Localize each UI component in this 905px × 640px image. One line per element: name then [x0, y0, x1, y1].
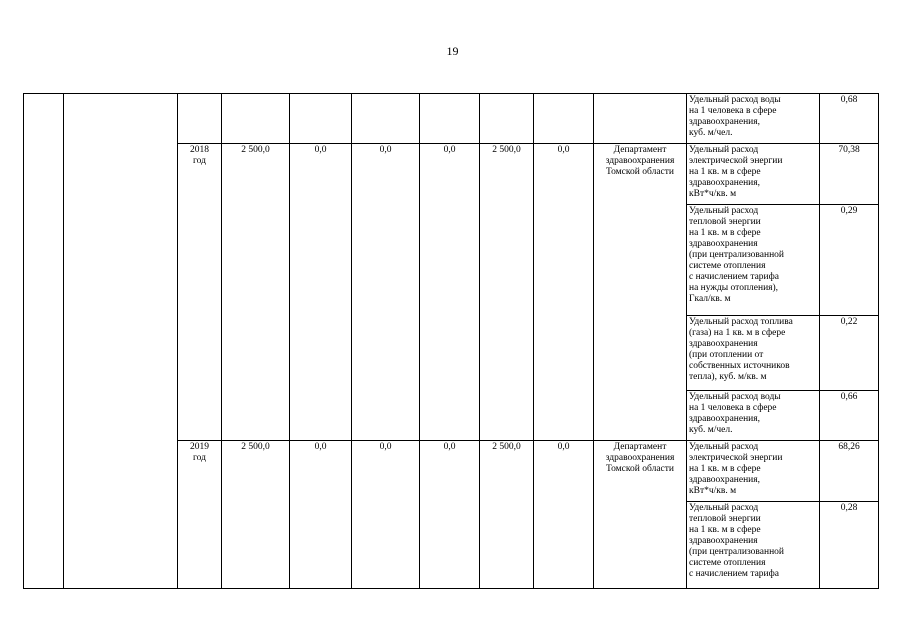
- year-cell: 2019 год: [178, 441, 222, 589]
- page-number: 19: [446, 44, 459, 58]
- number-cell: [24, 94, 64, 589]
- total-cell: 2 500,0: [222, 441, 290, 589]
- executor-cell: Департамент здравоохранения Томской области: [594, 144, 687, 441]
- indicator-value: 0,28: [820, 502, 879, 589]
- executor-cell: [594, 94, 687, 144]
- indicator-value: 0,22: [820, 316, 879, 391]
- year-cell: [178, 94, 222, 144]
- value-cell: 0,0: [420, 144, 480, 441]
- indicator-value: 0,68: [820, 94, 879, 144]
- indicator-cell: Удельный расход топлива (газа) на 1 кв. м в сфере здравоохранения (при отоплении от собственных источников тепла), куб. м/кв. м: [687, 316, 820, 391]
- value-cell: 0,0: [352, 441, 420, 589]
- value-cell: 0,0: [290, 441, 352, 589]
- value-cell: 0,0: [534, 144, 594, 441]
- total-cell: [222, 94, 290, 144]
- year-cell: 2018 год: [178, 144, 222, 441]
- value-cell: 2 500,0: [480, 144, 534, 441]
- indicator-cell: Удельный расход электрической энергии на 1 кв. м в сфере здравоохранения, кВт*ч/кв. м: [687, 441, 820, 502]
- indicator-value: 70,38: [820, 144, 879, 205]
- indicator-value: 0,66: [820, 391, 879, 441]
- name-cell: [64, 94, 178, 589]
- indicator-cell: Удельный расход воды на 1 человека в сфере здравоохранения, куб. м/чел.: [687, 391, 820, 441]
- value-cell: 0,0: [290, 144, 352, 441]
- executor-cell: Департамент здравоохранения Томской области: [594, 441, 687, 589]
- indicator-cell: Удельный расход воды на 1 человека в сфере здравоохранения, куб. м/чел.: [687, 94, 820, 144]
- total-cell: 2 500,0: [222, 144, 290, 441]
- indicator-cell: Удельный расход тепловой энергии на 1 кв. м в сфере здравоохранения (при централизованной системе отопления с начислением тарифа: [687, 502, 820, 589]
- indicator-cell: Удельный расход электрической энергии на 1 кв. м в сфере здравоохранения, кВт*ч/кв. м: [687, 144, 820, 205]
- program-table: [23, 93, 879, 589]
- indicator-value: 0,29: [820, 205, 879, 316]
- value-cell: 0,0: [534, 441, 594, 589]
- indicator-cell: Удельный расход тепловой энергии на 1 кв. м в сфере здравоохранения (при централизованной системе отопления с начислением тарифа на нужды отопления), Гкал/кв. м: [687, 205, 820, 316]
- indicator-value: 68,26: [820, 441, 879, 502]
- value-cell: 0,0: [352, 144, 420, 441]
- value-cell: 0,0: [420, 441, 480, 589]
- value-cell: 2 500,0: [480, 441, 534, 589]
- table-row: [24, 94, 879, 144]
